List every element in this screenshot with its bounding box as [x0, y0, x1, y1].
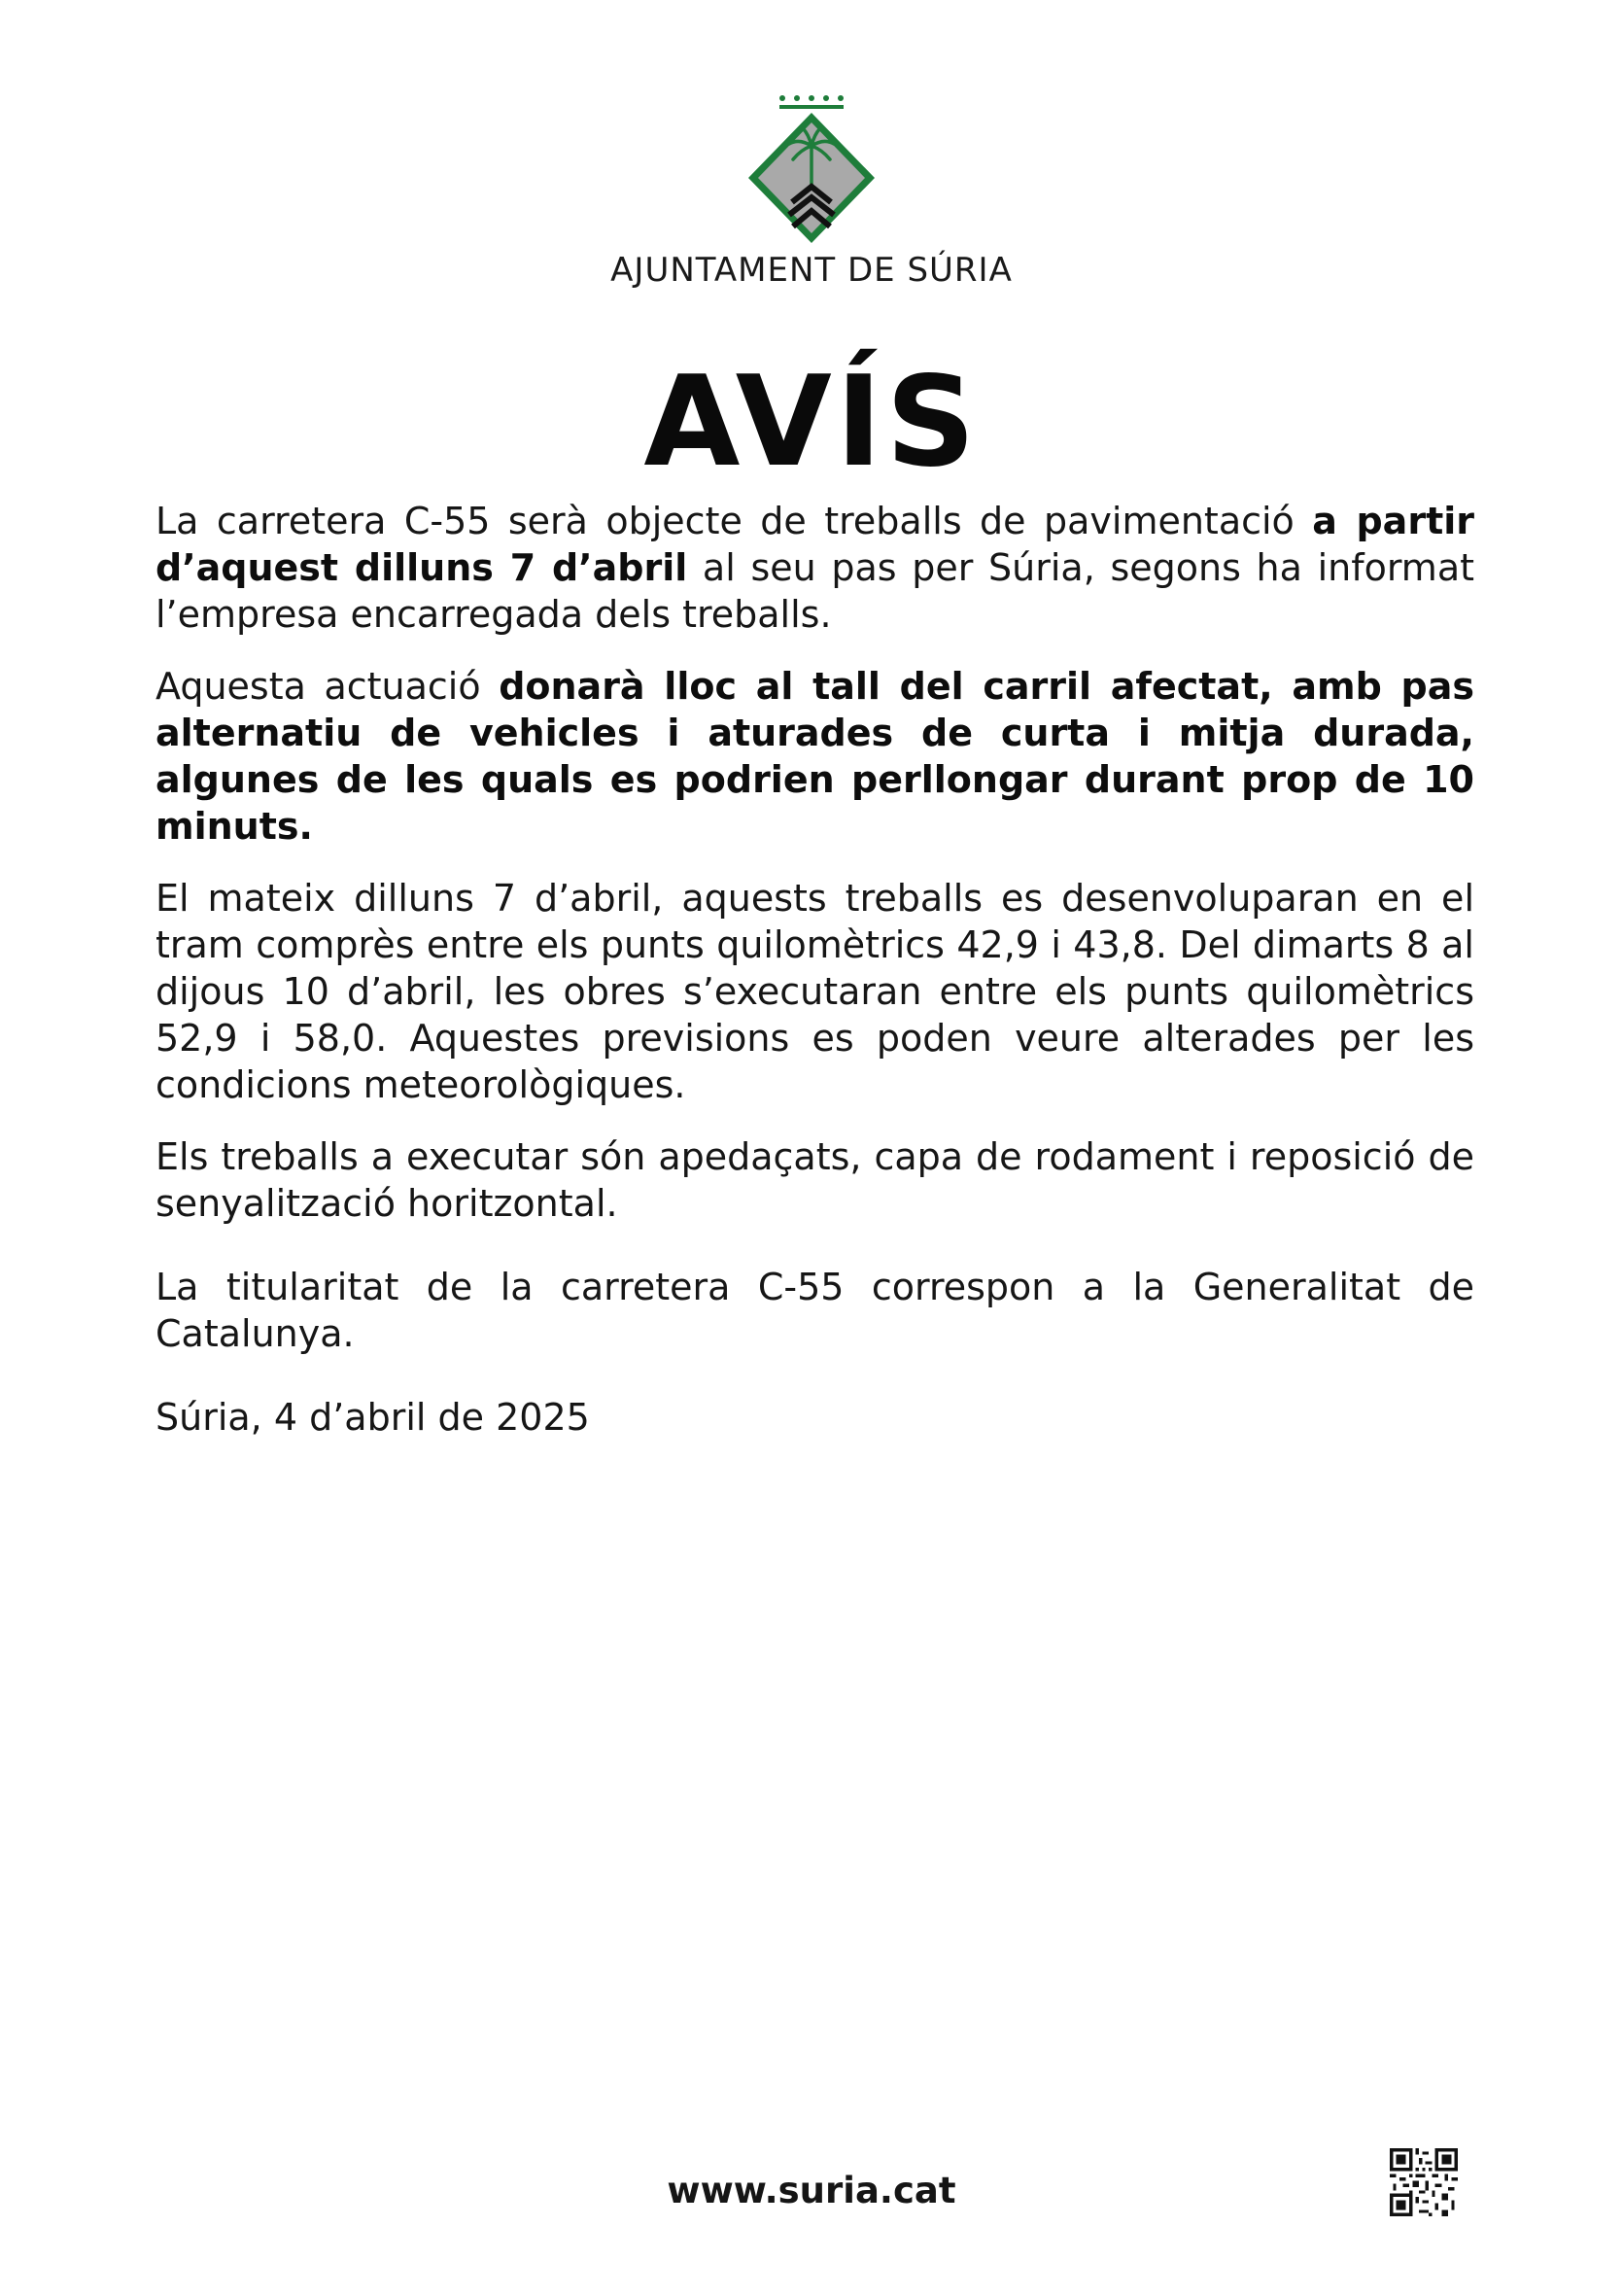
- date-line: Súria, 4 d’abril de 2025: [155, 1396, 590, 1439]
- paragraph-3: El mateix dilluns 7 d’abril, aquests treballs es desenvoluparan en el tram comprès entre els punts quilomètrics 42,9 i 43,8. Del dimarts 8 al dijous 10 d’abril, les obres s’executaran entre els punts quilomètrics 52,9 i 58,0. Aquestes previsions es poden veure alterades per les condicions meteorològiques.: [155, 877, 1474, 1106]
- suria-coat-of-arms-icon: [739, 89, 884, 247]
- paragraph-1-text-c: al seu pas per Súria, segons ha informat l’empresa encarregada dels treballs.: [155, 546, 1474, 636]
- notice-title: AVÍS: [643, 350, 980, 495]
- paragraph-2-bold: donarà lloc al tall del carril afectat, amb pas alternatiu de vehicles i aturades de curta i mitja durada, algunes de les quals es podrien perllongar durant prop de 10 minuts.: [155, 665, 1474, 848]
- paragraph-1: [155, 498, 1474, 638]
- organization-name: AJUNTAMENT DE SÚRIA: [610, 251, 1013, 290]
- paragraph-1-text-a: La carretera C-55 serà objecte de treballs de pavimentació: [155, 500, 1313, 542]
- notice-body: [155, 498, 1474, 1466]
- qr-code-icon[interactable]: [1390, 2148, 1458, 2216]
- paragraph-2: [155, 663, 1474, 850]
- paragraph-5: La titularitat de la carretera C-55 correspon a la Generalitat de Catalunya.: [155, 1266, 1474, 1355]
- website-link[interactable]: www.suria.cat: [667, 2170, 956, 2211]
- paragraph-4: Els treballs a executar són apedaçats, capa de rodament i reposició de senyalització horitzontal.: [155, 1135, 1474, 1225]
- paragraph-2-text-a: Aquesta actuació: [155, 665, 500, 708]
- paragraph-1-bold: a partir d’aquest dilluns 7 d’abril: [155, 500, 1474, 589]
